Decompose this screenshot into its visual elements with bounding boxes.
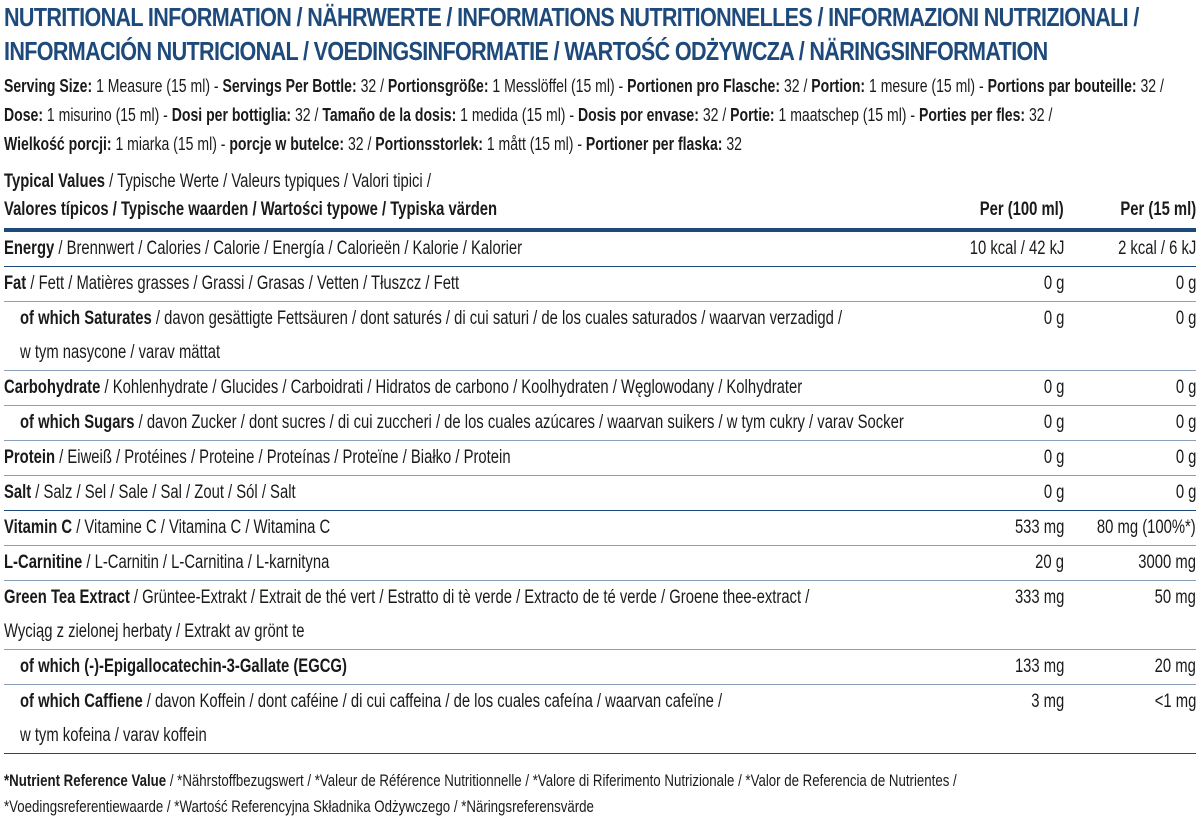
nutrient-cell: [4, 650, 874, 685]
nutrient-cell: [4, 546, 874, 581]
footnote-line-2: *Voedingsreferentiewaarde / *Wartość Referencyjna Składnika Odżywczego / *Näringsreferensvärde: [4, 797, 594, 816]
header-line-1: [4, 168, 683, 196]
nutrient-translations: / Brennwert / Calories / Calorie / Energía / Calorieën / Kalorie / Kalorier: [54, 238, 523, 259]
value-per-100ml-text: 0 g: [1043, 482, 1064, 503]
value-per-100ml: [874, 650, 1064, 685]
row-label: [20, 650, 686, 684]
row-label: [4, 232, 683, 266]
header-col-100ml: [874, 168, 1064, 230]
row-label: [4, 546, 683, 580]
nutrient-translations-line-2: w tym kofeina / varav koffein: [20, 725, 207, 746]
row-label: [4, 476, 683, 510]
table-row: [4, 650, 1196, 685]
dosi-per-bottiglia-value: 32 /: [291, 105, 323, 125]
page-title: [4, 0, 1196, 72]
value-per-15ml-text: 2 kcal / 6 kJ: [1117, 238, 1196, 259]
portions-par-bouteille-label: Portions par bouteille:: [987, 76, 1137, 96]
value-per-15ml-text: 50 mg: [1154, 587, 1196, 608]
dose-it-value: 1 misurino (15 ml) -: [43, 105, 172, 125]
header-col-15ml: [1064, 168, 1196, 230]
value-per-100ml-text: 533 mg: [1014, 517, 1064, 538]
table-row: [4, 685, 1196, 754]
nutrient-name: of which (-)-Epigallocatechin-3-Gallate (EGCG): [20, 656, 347, 677]
nutrient-cell: [4, 441, 874, 476]
nutrient-cell: [4, 230, 874, 267]
wielkosc-porcji-value: 1 miarka (15 ml) -: [111, 134, 230, 154]
row-label: [20, 406, 904, 440]
table-row: [4, 441, 1196, 476]
value-per-100ml: [874, 581, 1064, 650]
value-per-15ml-text: 3000 mg: [1138, 552, 1196, 573]
value-per-100ml-text: 10 kcal / 42 kJ: [969, 238, 1064, 259]
serving-line-1: [4, 72, 1190, 101]
nutrient-name: of which Saturates: [20, 308, 152, 329]
nutrient-translations: / davon gesättigte Fettsäuren / dont saturés / di cui saturi / de los cuales saturados / waarvan verzadigd /: [151, 308, 843, 329]
table-row: [4, 546, 1196, 581]
portion-fr-value: 1 mesure (15 ml) -: [865, 76, 988, 96]
portionsgroesse-value: 1 Messlöffel (15 ml) -: [488, 76, 628, 96]
value-per-100ml: [874, 685, 1064, 754]
portionsgroesse-label: Portionsgröße:: [387, 76, 489, 96]
value-per-100ml-text: 0 g: [1043, 273, 1064, 294]
value-per-15ml: [1064, 302, 1196, 371]
table-row: [4, 230, 1196, 267]
typical-values-translations: / Typische Werte / Valeurs typiques / Valori tipici /: [105, 171, 431, 192]
wielkosc-porcji-label: Wielkość porcji:: [4, 134, 112, 154]
portioner-per-flaska-label: Portioner per flaska:: [585, 134, 723, 154]
row-label: [4, 511, 683, 545]
row-label: [4, 581, 810, 615]
value-per-100ml-text: 133 mg: [1014, 656, 1064, 677]
nutrient-translations: / davon Zucker / dont sucres / di cui zuccheri / de los cuales azúcares / waarvan suikers / w tym cukry / varav Socker: [134, 412, 904, 433]
value-per-15ml: [1064, 406, 1196, 441]
portioner-per-flaska-value: 32: [722, 134, 742, 154]
value-per-100ml: [874, 267, 1064, 302]
table-row: [4, 581, 1196, 650]
title-line-1: NUTRITIONAL INFORMATION / NÄHRWERTE / INFORMATIONS NUTRITIONNELLES / INFORMAZIONI NUTRIZIONALI /: [4, 2, 1139, 32]
value-per-15ml-text: 80 mg (100%*): [1097, 517, 1196, 538]
nutrient-name: Vitamin C: [4, 517, 73, 538]
nutrient-name: Energy: [4, 238, 55, 259]
serving-size-value: 1 Measure (15 ml) -: [92, 76, 223, 96]
value-per-100ml-text: 333 mg: [1014, 587, 1064, 608]
table-body: [4, 230, 1196, 754]
value-per-100ml: [874, 230, 1064, 267]
row-label: [4, 267, 683, 301]
nutrient-name: of which Caffiene: [20, 691, 143, 712]
value-per-15ml: [1064, 650, 1196, 685]
porcje-w-butelce-value: 32 /: [344, 134, 376, 154]
nutrient-name: Green Tea Extract: [4, 587, 130, 608]
dosis-por-envase-label: Dosis por envase:: [577, 105, 699, 125]
header-label-cell: [4, 168, 874, 230]
value-per-15ml: [1064, 441, 1196, 476]
porcje-w-butelce-label: porcje w butelce:: [229, 134, 345, 154]
title-line-2: INFORMACIÓN NUTRICIONAL / VOEDINGSINFORMATIE / WARTOŚĆ ODŻYWCZA / NÄRINGSINFORMATION: [4, 36, 1048, 66]
row-label: [4, 371, 803, 405]
footnote-translations: / *Nährstoffbezugswert / *Valeur de Référence Nutritionnelle / *Valore di Riferimento Nutrizionale / *Valor de Referencia de Nutrientes /: [166, 771, 957, 790]
value-per-15ml-text: 0 g: [1175, 273, 1196, 294]
value-per-100ml: [874, 476, 1064, 511]
tamano-dosis-label: Tamaño de la dosis:: [322, 105, 457, 125]
value-per-15ml: [1064, 546, 1196, 581]
nutrient-name: Protein: [4, 447, 56, 468]
servings-per-bottle-label: Servings Per Bottle:: [222, 76, 357, 96]
value-per-100ml-text: 3 mg: [1031, 691, 1064, 712]
portie-label: Portie:: [730, 105, 775, 125]
header-line-2: Valores típicos / Typische waarden / Wartości typowe / Typiska värden: [4, 199, 498, 220]
nutrient-cell: [4, 267, 874, 302]
table-row: [4, 511, 1196, 546]
nutrient-translations: / Salz / Sel / Sale / Sal / Zout / Sól / Salt: [31, 482, 296, 503]
row-label: [4, 441, 683, 475]
value-per-100ml: [874, 371, 1064, 406]
value-per-15ml-text: 0 g: [1175, 377, 1196, 398]
nutrient-translations-line-2: Wyciąg z zielonej herbaty / Extrakt av grönt te: [4, 621, 305, 642]
nutrient-cell: [4, 476, 874, 511]
portions-par-bouteille-value: 32 /: [1136, 76, 1164, 96]
nutrient-translations: / Kohlenhydrate / Glucides / Carboidrati / Hidratos de carbono / Koolhydraten / Węglowodany / Kolhydrater: [100, 377, 803, 398]
value-per-100ml-text: 0 g: [1043, 412, 1064, 433]
nutrient-cell: [4, 581, 874, 650]
table-row: [4, 406, 1196, 441]
row-label: [20, 685, 723, 719]
value-per-15ml: [1064, 267, 1196, 302]
serving-line-3: [4, 130, 1190, 159]
value-per-15ml: [1064, 685, 1196, 754]
header-col-15ml-text: Per (15 ml): [1120, 199, 1196, 220]
portionen-pro-flasche-value: 32 /: [780, 76, 812, 96]
value-per-15ml-text: 20 mg: [1154, 656, 1196, 677]
table-row: [4, 267, 1196, 302]
value-per-15ml-text: 0 g: [1175, 482, 1196, 503]
footnote-line-1: [4, 768, 1190, 794]
nutrient-cell: [4, 406, 904, 441]
nutrient-cell: [4, 685, 874, 754]
dosi-per-bottiglia-label: Dosi per bottiglia:: [171, 105, 292, 125]
nutrient-name: L-Carnitine: [4, 552, 83, 573]
portie-value: 1 maatschep (15 ml) -: [774, 105, 919, 125]
value-per-15ml: [1064, 476, 1196, 511]
nutrient-translations: / L-Carnitin / L-Carnitina / L-karnityna: [82, 552, 330, 573]
value-per-15ml: [1064, 230, 1196, 267]
servings-per-bottle-value: 32 /: [356, 76, 388, 96]
nutrition-table: [4, 168, 1196, 754]
nutrient-translations: / Grüntee-Extrakt / Extrait de thé vert / Estratto di tè verde / Extracto de té verde / Groene thee-extract /: [129, 587, 810, 608]
nutrient-name: of which Sugars: [20, 412, 135, 433]
value-per-100ml: [874, 546, 1064, 581]
value-per-15ml: [1064, 371, 1196, 406]
table-header: [4, 168, 1196, 230]
nutrient-name: Fat: [4, 273, 27, 294]
dosis-por-envase-value: 32 /: [698, 105, 731, 125]
serving-info: [4, 72, 1196, 168]
value-per-100ml-text: 0 g: [1043, 377, 1064, 398]
portionen-pro-flasche-label: Portionen pro Flasche:: [627, 76, 781, 96]
nutrient-cell: [4, 511, 874, 546]
value-per-100ml-text: 0 g: [1043, 308, 1064, 329]
nutrient-cell: [4, 302, 874, 371]
typical-values-label: Typical Values: [4, 171, 106, 192]
nutrient-translations: / Fett / Matières grasses / Grassi / Grasas / Vetten / Tłuszcz / Fett: [26, 273, 460, 294]
value-per-15ml-text: 0 g: [1175, 412, 1196, 433]
value-per-15ml: [1064, 581, 1196, 650]
header-col-100ml-text: Per (100 ml): [979, 199, 1064, 220]
value-per-15ml: [1064, 511, 1196, 546]
serving-line-2: [4, 101, 1190, 130]
footnote-label: *Nutrient Reference Value: [4, 771, 167, 790]
table-row: [4, 476, 1196, 511]
table-row: [4, 302, 1196, 371]
portionsstorlek-label: Portionsstorlek:: [375, 134, 483, 154]
value-per-15ml-text: <1 mg: [1154, 691, 1196, 712]
row-label: [20, 302, 843, 336]
porties-per-fles-label: Porties per fles:: [918, 105, 1026, 125]
tamano-dosis-value: 1 medida (15 ml) -: [456, 105, 578, 125]
nutrient-translations: / Eiweiß / Protéines / Proteine / Proteínas / Proteïne / Białko / Protein: [55, 447, 511, 468]
value-per-100ml: [874, 441, 1064, 476]
portion-fr-label: Portion:: [811, 76, 866, 96]
value-per-100ml-text: 20 g: [1035, 552, 1064, 573]
footnote: [4, 768, 1190, 820]
value-per-100ml: [874, 511, 1064, 546]
nutrient-translations: / davon Koffein / dont caféine / di cui caffeina / de los cuales cafeína / waarvan cafeïne /: [142, 691, 723, 712]
serving-size-label: Serving Size:: [4, 76, 93, 96]
nutrient-name: Salt: [4, 482, 32, 503]
porties-per-fles-value: 32 /: [1025, 105, 1053, 125]
nutrient-name: Carbohydrate: [4, 377, 101, 398]
value-per-100ml: [874, 302, 1064, 371]
nutrient-translations: / Vitamine C / Vitamina C / Witamina C: [72, 517, 331, 538]
nutrient-translations-line-2: w tym nasycone / varav mättat: [20, 342, 221, 363]
portionsstorlek-value: 1 mått (15 ml) -: [482, 134, 586, 154]
table-row: [4, 371, 1196, 406]
value-per-100ml-text: 0 g: [1043, 447, 1064, 468]
value-per-15ml-text: 0 g: [1175, 308, 1196, 329]
nutrient-cell: [4, 371, 874, 406]
value-per-15ml-text: 0 g: [1175, 447, 1196, 468]
dose-it-label: Dose:: [4, 105, 44, 125]
